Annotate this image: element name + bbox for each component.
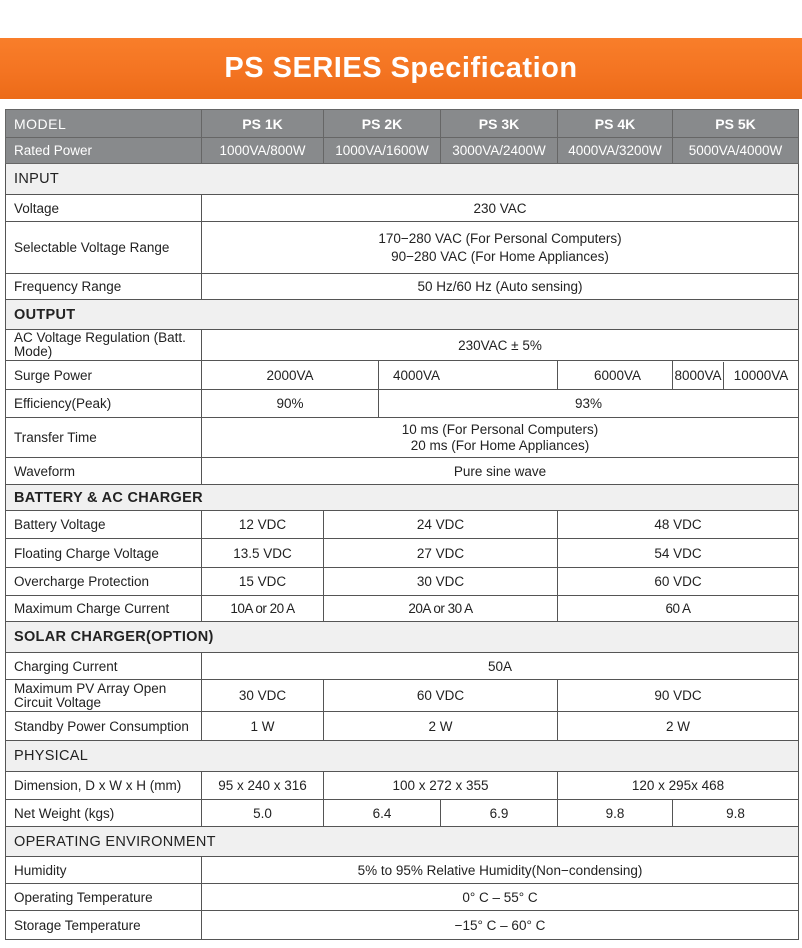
section-title: OUTPUT [6, 300, 799, 330]
row-label: Surge Power [6, 361, 202, 390]
rated-power-value: 1000VA/800W [202, 138, 324, 164]
row-value: 13.5 VDC [202, 539, 324, 568]
section-environment [6, 827, 799, 857]
section-input [6, 164, 799, 195]
table-row [6, 330, 799, 361]
row-value: 8000VA [674, 367, 722, 383]
table-row [6, 680, 799, 712]
row-value [673, 361, 799, 390]
row-label: Storage Temperature [6, 911, 202, 940]
row-value: −15° C – 60° C [202, 911, 799, 940]
section-title: BATTERY & AC CHARGER [6, 485, 799, 511]
row-value: 90% [202, 390, 379, 418]
table-row [6, 568, 799, 596]
row-value: 10000VA [723, 362, 798, 389]
row-value: 0° C – 55° C [202, 884, 799, 911]
row-value: Pure sine wave [202, 458, 799, 485]
rated-power-row [6, 138, 799, 164]
row-value: 6.9 [441, 800, 558, 827]
row-value: 60 VDC [558, 568, 799, 596]
rated-power-value: 1000VA/1600W [324, 138, 441, 164]
row-value: 30 VDC [324, 568, 558, 596]
rated-power-value: 5000VA/4000W [673, 138, 799, 164]
row-label: Charging Current [6, 653, 202, 680]
row-value: 27 VDC [324, 539, 558, 568]
row-value: 120 x 295x 468 [558, 772, 799, 800]
section-title: SOLAR CHARGER(OPTION) [6, 622, 799, 653]
row-label: Net Weight (kgs) [6, 800, 202, 827]
row-label: Operating Temperature [6, 884, 202, 911]
table-row [6, 596, 799, 622]
value-line: 90−280 VAC (For Home Appliances) [391, 248, 609, 264]
table-row [6, 800, 799, 827]
model-header-label: MODEL [6, 110, 202, 138]
table-header-row [6, 110, 799, 138]
model-ps1k: PS 1K [202, 110, 324, 138]
row-label: Voltage [6, 195, 202, 222]
row-value [202, 418, 799, 458]
table-row [6, 390, 799, 418]
table-row [6, 857, 799, 884]
section-output [6, 300, 799, 330]
row-value: 1 W [202, 712, 324, 741]
row-label: Transfer Time [6, 418, 202, 458]
row-value: 48 VDC [558, 511, 799, 539]
row-label: Maximum Charge Current [6, 596, 202, 622]
row-value: 50A [202, 653, 799, 680]
row-label: Overcharge Protection [6, 568, 202, 596]
table-row [6, 884, 799, 911]
row-value: 30 VDC [202, 680, 324, 712]
table-row [6, 511, 799, 539]
rated-power-value: 3000VA/2400W [441, 138, 558, 164]
rated-power-label: Rated Power [6, 138, 202, 164]
row-value: 2 W [558, 712, 799, 741]
row-value [202, 222, 799, 274]
row-value: 54 VDC [558, 539, 799, 568]
row-value: 2000VA [202, 361, 379, 390]
section-physical [6, 741, 799, 772]
page-title: PS SERIES Specification [224, 52, 578, 84]
row-label: AC Voltage Regulation (Batt. Mode) [6, 330, 202, 361]
model-ps2k: PS 2K [324, 110, 441, 138]
value-line: 10 ms (For Personal Computers) [401, 421, 599, 437]
row-value: 4000VA [379, 361, 558, 390]
row-value: 60 VDC [324, 680, 558, 712]
row-value: 5% to 95% Relative Humidity(Non−condensing) [202, 857, 799, 884]
row-value: 9.8 [558, 800, 673, 827]
row-label: Dimension, D x W x H (mm) [6, 772, 202, 800]
table-row [6, 418, 799, 458]
row-label: Standby Power Consumption [6, 712, 202, 741]
row-label: Frequency Range [6, 274, 202, 300]
table-row [6, 458, 799, 485]
row-value: 15 VDC [202, 568, 324, 596]
table-row [6, 911, 799, 940]
row-label: Efficiency(Peak) [6, 390, 202, 418]
row-value: 60 A [558, 596, 799, 622]
row-value: 230 VAC [202, 195, 799, 222]
section-title: OPERATING ENVIRONMENT [6, 827, 799, 857]
section-title: INPUT [6, 164, 799, 195]
rated-power-value: 4000VA/3200W [558, 138, 673, 164]
row-value: 230VAC ± 5% [202, 330, 799, 361]
row-value: 95 x 240 x 316 [202, 772, 324, 800]
table-row [6, 539, 799, 568]
row-label: Floating Charge Voltage [6, 539, 202, 568]
section-battery [6, 485, 799, 511]
row-value: 6000VA [558, 361, 673, 390]
value-line: 170−280 VAC (For Personal Computers) [378, 230, 622, 246]
row-value: 5.0 [202, 800, 324, 827]
page-title-banner [0, 38, 802, 99]
row-value: 24 VDC [324, 511, 558, 539]
row-value: 9.8 [673, 800, 799, 827]
row-value: 6.4 [324, 800, 441, 827]
model-ps3k: PS 3K [441, 110, 558, 138]
row-value: 93% [379, 390, 799, 418]
model-ps4k: PS 4K [558, 110, 673, 138]
row-label: Waveform [6, 458, 202, 485]
table-row [6, 274, 799, 300]
row-value: 100 x 272 x 355 [324, 772, 558, 800]
row-label: Battery Voltage [6, 511, 202, 539]
row-value: 10A or 20 A [202, 596, 324, 622]
table-row [6, 772, 799, 800]
row-label: Humidity [6, 857, 202, 884]
value-line: 20 ms (For Home Appliances) [410, 437, 590, 453]
row-value: 90 VDC [558, 680, 799, 712]
row-value: 2 W [324, 712, 558, 741]
table-row [6, 653, 799, 680]
row-value: 50 Hz/60 Hz (Auto sensing) [202, 274, 799, 300]
row-label: Selectable Voltage Range [6, 222, 202, 274]
row-value: 20A or 30 A [324, 596, 558, 622]
model-ps5k: PS 5K [673, 110, 799, 138]
section-title: PHYSICAL [6, 741, 799, 772]
section-solar [6, 622, 799, 653]
table-row [6, 195, 799, 222]
row-value: 12 VDC [202, 511, 324, 539]
table-row [6, 222, 799, 274]
row-label: Maximum PV Array Open Circuit Voltage [6, 680, 202, 712]
table-row [6, 712, 799, 741]
table-row [6, 361, 799, 390]
spec-table [5, 109, 799, 940]
